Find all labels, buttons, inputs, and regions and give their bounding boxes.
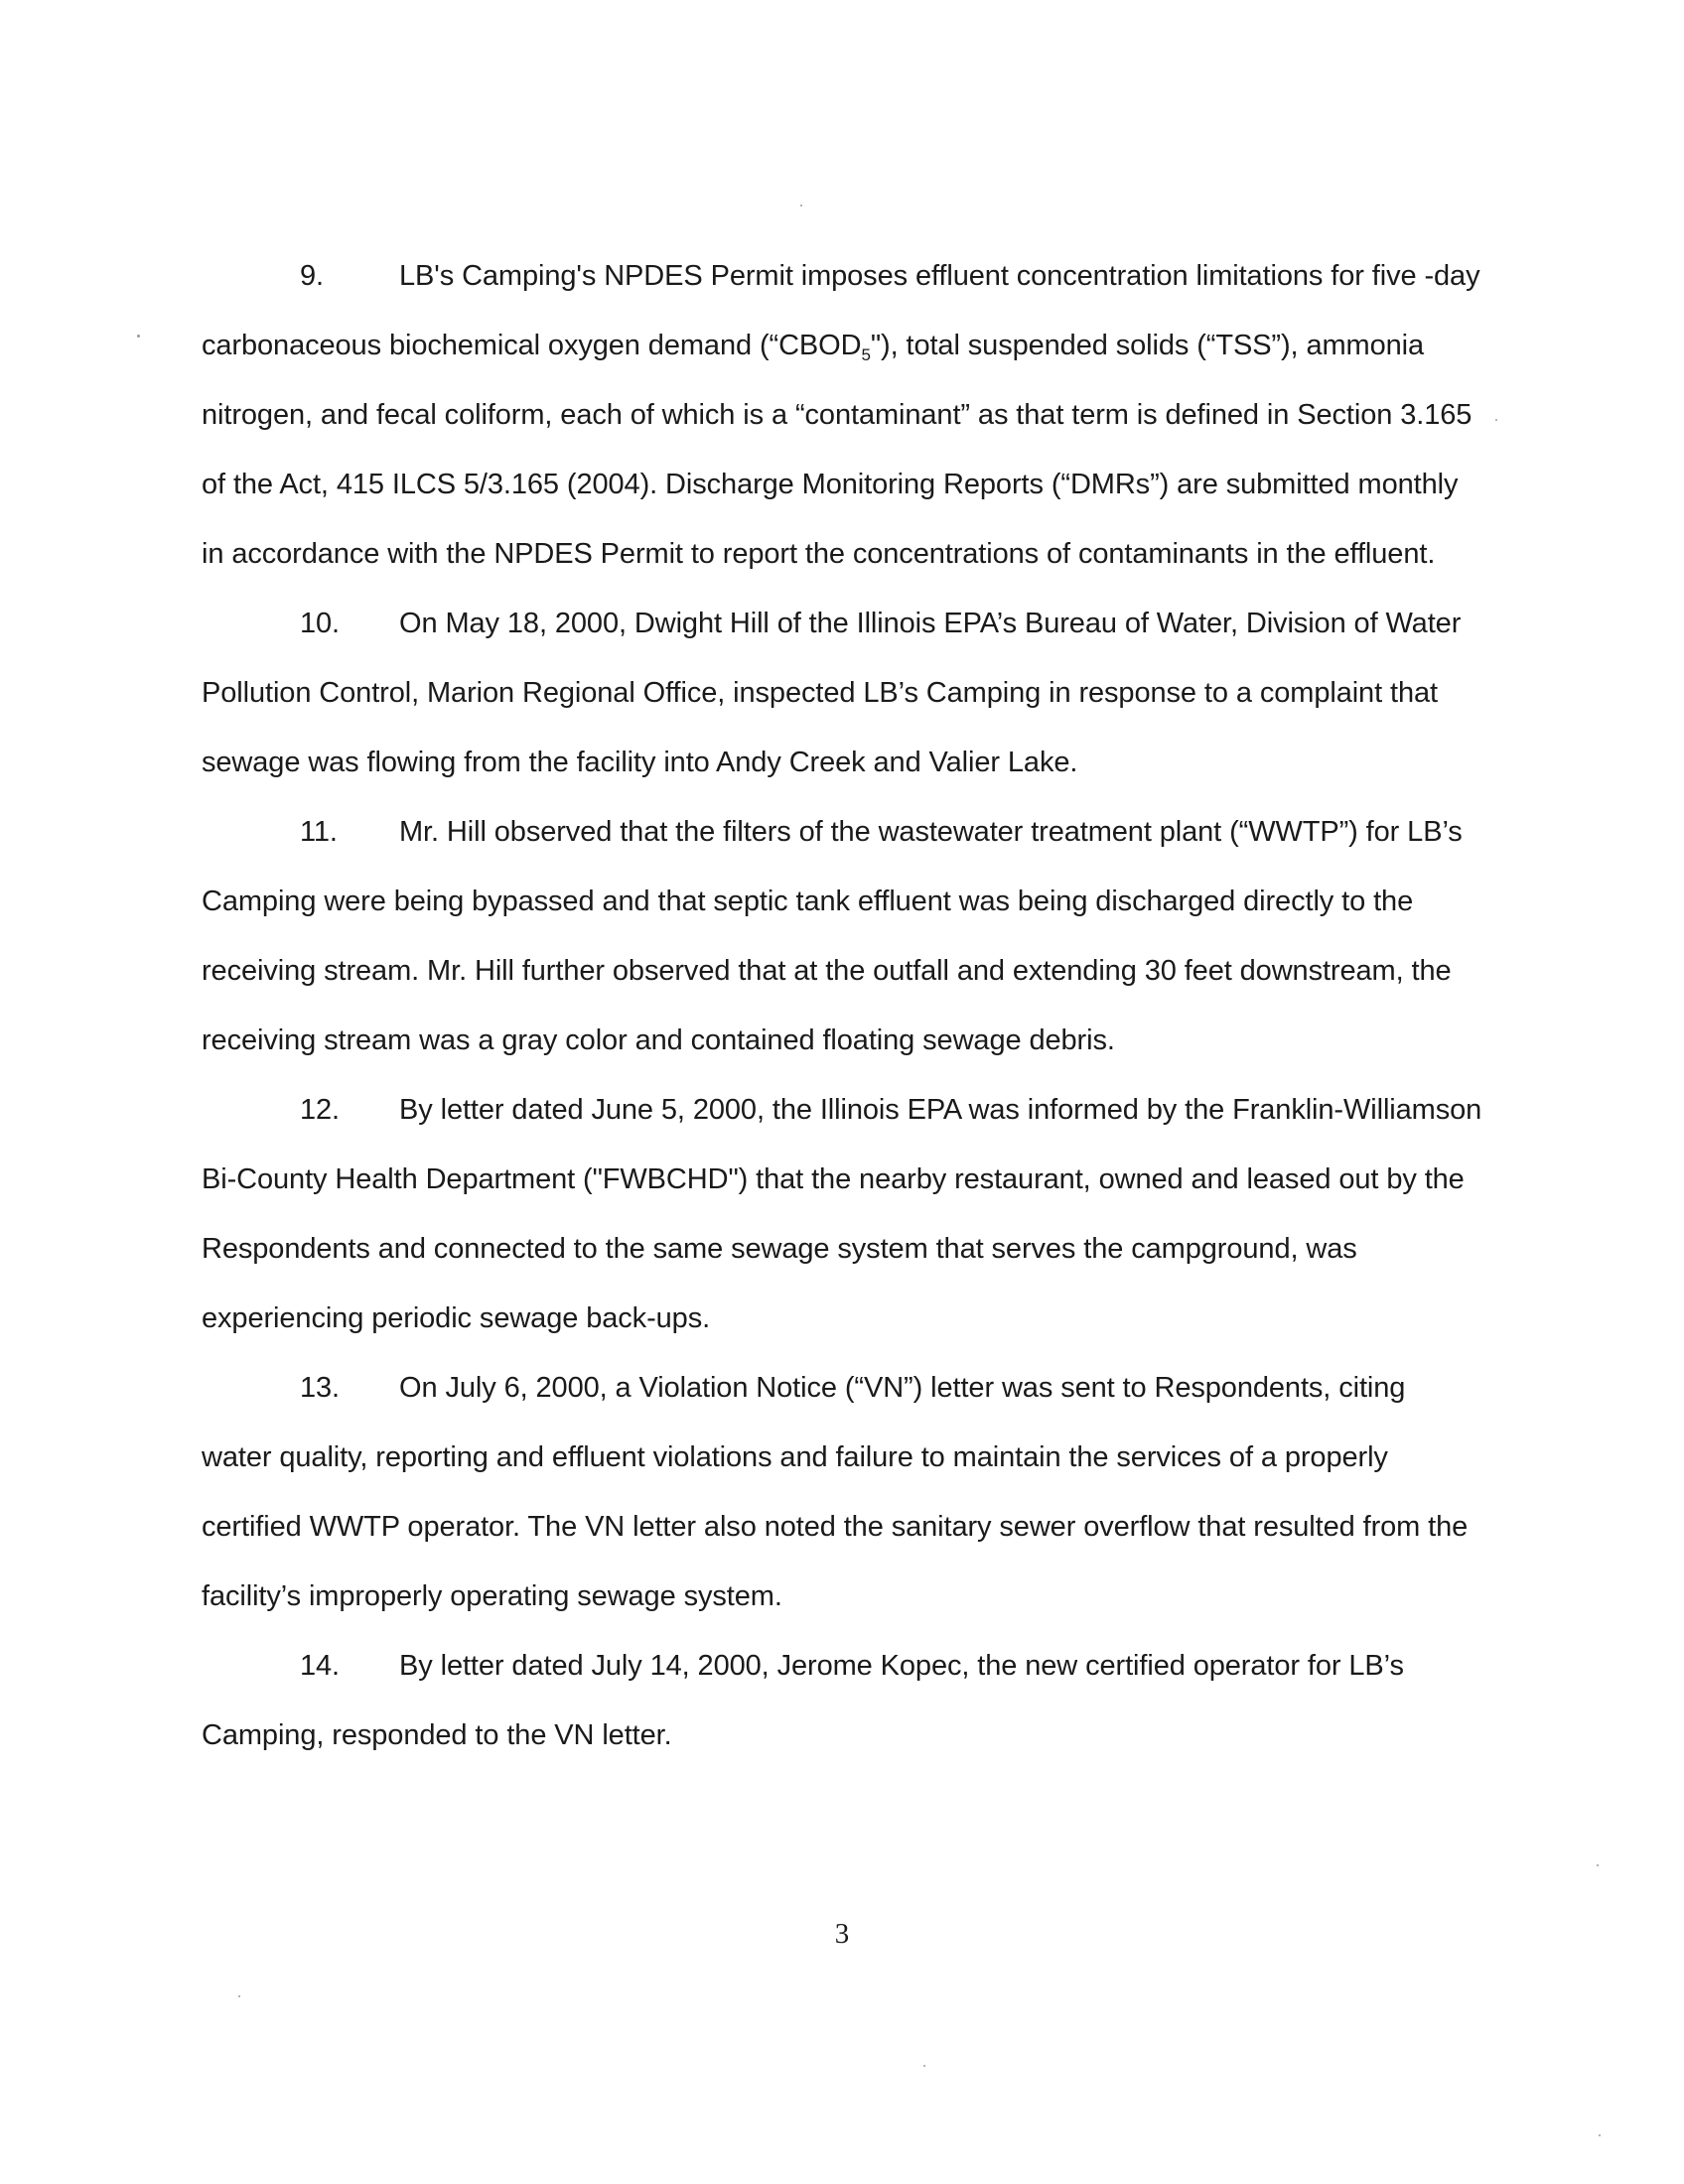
paragraph-text: By letter dated June 5, 2000, the Illinois EPA was informed by the Franklin-Williamson Bi-County Health Department ("FWBCHD") that the nearby restaurant, owned and leased out by the Respondents and connected to the same sewage system that serves the campground, was experiencing periodic sewage back-ups.: [202, 1094, 1482, 1334]
document-body: [202, 241, 1482, 1770]
scan-speck: [1597, 1864, 1599, 1866]
subscript-text: 5: [861, 345, 871, 364]
paragraph-14: [202, 1631, 1482, 1770]
paragraph-11: [202, 797, 1482, 1075]
scan-speck: [238, 1995, 240, 1997]
paragraph-number: 13.: [300, 1372, 341, 1404]
paragraph-number: 11.: [300, 816, 338, 848]
paragraph-number: 10.: [300, 608, 341, 639]
paragraph-text: On May 18, 2000, Dwight Hill of the Illinois EPA’s Bureau of Water, Division of Water Pollution Control, Marion Regional Office, inspected LB’s Camping in response to a complaint that sewage was flowing from the facility into Andy Creek and Valier Lake.: [202, 608, 1462, 778]
paragraph-text: Mr. Hill observed that the filters of the wastewater treatment plant (“WWTP”) for LB’s Camping were being bypassed and that septic tank effluent was being discharged directly to the receiving stream. Mr. Hill further observed that at the outfall and extending 30 feet downstream, the receiving stream was a gray color and contained floating sewage debris.: [202, 816, 1463, 1056]
paragraph-10: [202, 589, 1482, 797]
page-number: 3: [834, 1918, 850, 1950]
scan-speck: [923, 2065, 925, 2067]
paragraph-number: 12.: [300, 1094, 341, 1126]
paragraph-12: [202, 1075, 1482, 1353]
paragraph-number: 14.: [300, 1650, 341, 1682]
paragraph-13: [202, 1353, 1482, 1631]
paragraph-text: LB's Camping's NPDES Permit imposes effluent concentration limitations for five -day carbonaceous biochemical oxygen demand (“CBOD: [202, 260, 1480, 361]
scan-speck: [1599, 2134, 1601, 2136]
scan-speck: [1495, 419, 1497, 421]
paragraph-number: 9.: [300, 260, 324, 292]
paragraph-text: On July 6, 2000, a Violation Notice (“VN”) letter was sent to Respondents, citing water quality, reporting and effluent violations and failure to maintain the services of a properly certified WWTP operator. The VN letter also noted the sanitary sewer overflow that resulted from the facility’s improperly operating sewage system.: [202, 1372, 1469, 1612]
scan-speck: [800, 205, 802, 206]
paragraph-9: [202, 241, 1482, 589]
paragraph-text-continued: "), total suspended solids (“TSS”), ammonia nitrogen, and fecal coliform, each of which is a “contaminant” as that term is defined in Section 3.165 of the Act, 415 ILCS 5/3.165 (2004). Discharge Monitoring Reports (“DMRs”) are submitted monthly in accordance with the NPDES Permit to report the concentrations of contaminants in the effluent.: [202, 330, 1473, 570]
scan-speck: [137, 335, 140, 338]
paragraph-text: By letter dated July 14, 2000, Jerome Kopec, the new certified operator for LB’s Camping, responded to the VN letter.: [202, 1650, 1404, 1751]
